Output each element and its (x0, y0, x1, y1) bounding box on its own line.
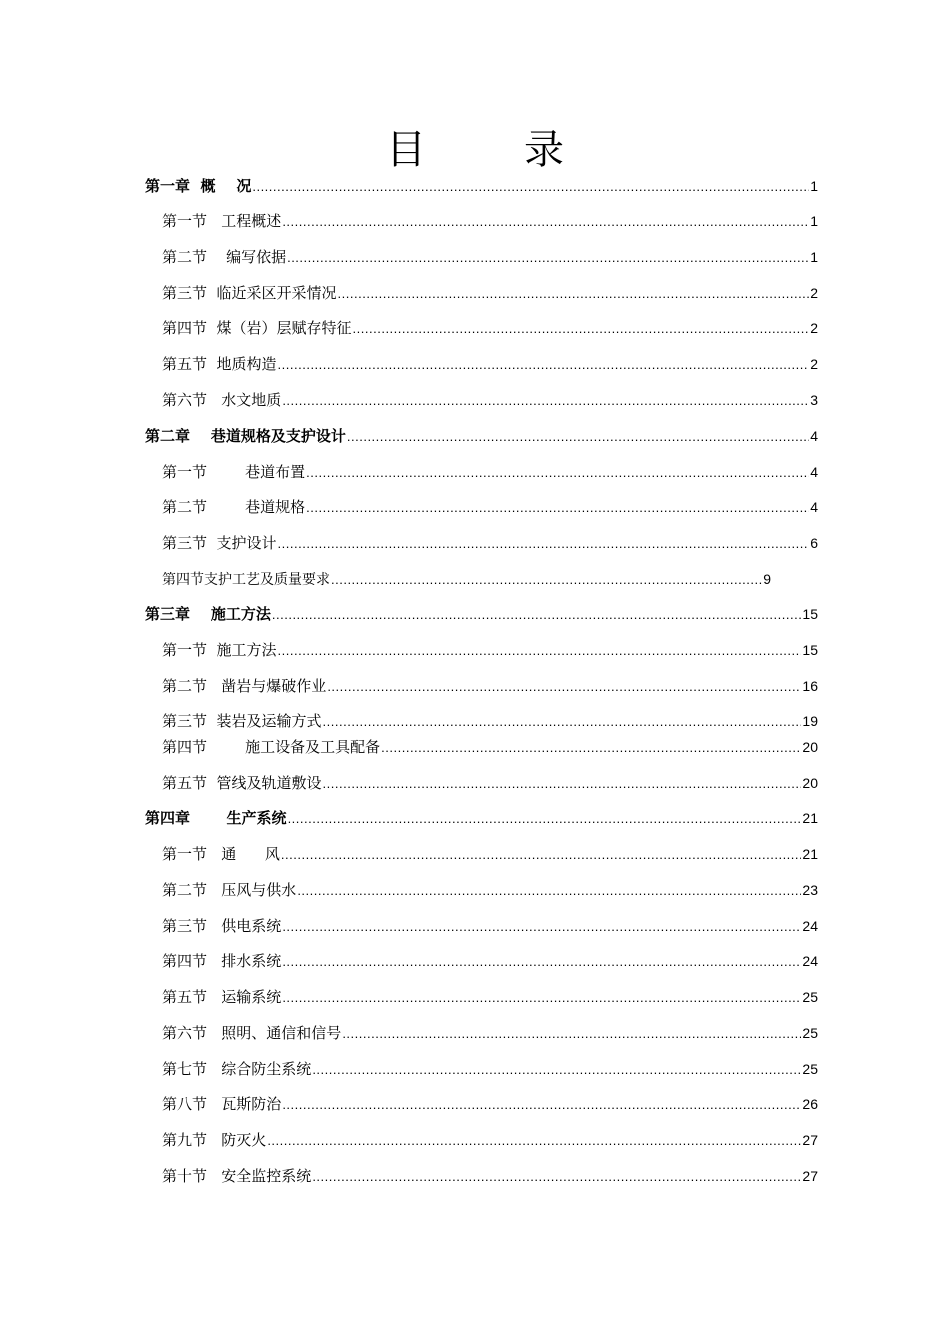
toc-page-number: 26 (802, 1096, 818, 1112)
toc-dot-leader (267, 1131, 801, 1151)
toc-entry-label: 第四章 生产系统 (145, 809, 287, 827)
toc-entry-label: 第一节 施工方法 (162, 641, 277, 659)
toc-section-entry[interactable] (162, 533, 818, 554)
toc-dot-leader (281, 845, 802, 865)
toc-entry-label: 第五节 地质构造 (162, 355, 277, 373)
toc-entry-label: 第四节 排水系统 (162, 952, 282, 970)
toc-dot-leader (347, 427, 809, 447)
toc-dot-leader (282, 952, 801, 972)
toc-section-entry[interactable] (162, 1059, 818, 1080)
toc-section-entry[interactable] (162, 737, 818, 758)
toc-page-number: 4 (810, 428, 818, 444)
toc-page-number: 15 (802, 606, 818, 622)
toc-title-left: 目 (386, 127, 426, 173)
toc-dot-leader (338, 284, 810, 304)
toc-dot-leader (282, 212, 809, 232)
toc-dot-leader (288, 809, 802, 829)
toc-page-number: 24 (802, 918, 818, 934)
toc-section-entry[interactable] (162, 390, 818, 411)
toc-page-number: 9 (763, 571, 771, 587)
toc-entry-label: 第七节 综合防尘系统 (162, 1060, 312, 1078)
toc-chapter-entry[interactable] (145, 604, 818, 625)
toc-dot-leader (282, 1095, 801, 1115)
toc-dot-leader (323, 712, 802, 732)
toc-page-number: 23 (802, 882, 818, 898)
toc-dot-leader (323, 774, 802, 794)
toc-entry-label: 第一节 工程概述 (162, 212, 282, 230)
toc-entry-label: 第一节 通 风 (162, 845, 280, 863)
toc-dot-leader (331, 570, 762, 590)
toc-dot-leader (312, 1060, 801, 1080)
toc-entry-label: 第一节 巷道布置 (162, 463, 306, 481)
toc-section-entry[interactable] (162, 1130, 818, 1151)
toc-dot-leader (342, 1024, 801, 1044)
toc-dot-leader (297, 881, 801, 901)
toc-section-entry[interactable] (162, 211, 818, 232)
toc-page-number: 1 (810, 178, 818, 194)
toc-page-number: 25 (802, 989, 818, 1005)
toc-entry-label: 第九节 防灭火 (162, 1131, 267, 1149)
toc-section-entry[interactable] (162, 640, 818, 661)
toc-entry-label: 第一章 概 况 (145, 177, 252, 195)
toc-entry-label: 第三节 临近采区开采情况 (162, 284, 337, 302)
toc-dot-leader (278, 641, 802, 661)
toc-section-entry[interactable] (162, 569, 771, 590)
toc-entry-label: 第六节 水文地质 (162, 391, 282, 409)
toc-section-entry[interactable] (162, 987, 818, 1008)
toc-entry-label: 第三节 支护设计 (162, 534, 277, 552)
toc-dot-leader (252, 177, 809, 197)
toc-dot-leader (353, 319, 810, 339)
toc-entry-label: 第四节 煤（岩）层赋存特征 (162, 319, 352, 337)
toc-page-number: 2 (810, 320, 818, 336)
toc-entry-label: 第四节支护工艺及质量要求 (162, 572, 330, 588)
toc-section-entry[interactable] (162, 247, 818, 268)
toc-page-number: 20 (802, 775, 818, 791)
toc-chapter-entry[interactable] (145, 808, 818, 829)
toc-entry-label: 第八节 瓦斯防治 (162, 1095, 282, 1113)
toc-entry-label: 第六节 照明、通信和信号 (162, 1024, 342, 1042)
toc-dot-leader (282, 391, 809, 411)
toc-section-entry[interactable] (162, 1023, 818, 1044)
toc-page-number: 21 (802, 846, 818, 862)
toc-dot-leader (306, 463, 809, 483)
toc-dot-leader (278, 534, 810, 554)
toc-section-entry[interactable] (162, 844, 818, 865)
toc-page-number: 25 (802, 1025, 818, 1041)
toc-entry-label: 第二节 凿岩与爆破作业 (162, 677, 327, 695)
toc-page-number: 25 (802, 1061, 818, 1077)
toc-dot-leader (287, 248, 809, 268)
toc-entry-label: 第二节 巷道规格 (162, 498, 306, 516)
toc-page-number: 15 (802, 642, 818, 658)
toc-page-number: 2 (810, 285, 818, 301)
toc-section-entry[interactable] (162, 318, 818, 339)
toc-page-number: 24 (802, 953, 818, 969)
toc-section-entry[interactable] (162, 773, 818, 794)
toc-section-entry[interactable] (162, 916, 818, 937)
toc-section-entry[interactable] (162, 951, 818, 972)
toc-section-entry[interactable] (162, 880, 818, 901)
toc-entry-label: 第五节 管线及轨道敷设 (162, 774, 322, 792)
toc-chapter-entry[interactable] (145, 426, 818, 447)
toc-dot-leader (278, 355, 810, 375)
toc-page-number: 4 (810, 464, 818, 480)
toc-section-entry[interactable] (162, 1094, 818, 1115)
toc-entry-label: 第二节 编写依据 (162, 248, 287, 266)
toc-section-entry[interactable] (162, 676, 818, 697)
toc-page-number: 16 (802, 678, 818, 694)
toc-page-number: 20 (802, 739, 818, 755)
toc-dot-leader (306, 498, 809, 518)
toc-entry-label: 第五节 运输系统 (162, 988, 282, 1006)
toc-entry-label: 第二节 压风与供水 (162, 881, 297, 899)
toc-dot-leader (312, 1167, 801, 1187)
toc-page-number: 4 (810, 499, 818, 515)
toc-page-number: 2 (810, 356, 818, 372)
toc-section-entry[interactable] (162, 1166, 818, 1187)
toc-section-entry[interactable] (162, 283, 818, 304)
toc-section-entry[interactable] (162, 462, 818, 483)
toc-page-number: 19 (802, 713, 818, 729)
toc-chapter-entry[interactable] (145, 176, 818, 197)
toc-section-entry[interactable] (162, 497, 818, 518)
toc-section-entry[interactable] (162, 711, 818, 732)
toc-dot-leader (381, 738, 801, 758)
toc-entry-label: 第三节 装岩及运输方式 (162, 712, 322, 730)
toc-page-number: 1 (810, 249, 818, 265)
toc-title (0, 124, 950, 176)
toc-dot-leader (282, 988, 801, 1008)
toc-dot-leader (327, 677, 801, 697)
toc-title-right: 录 (524, 127, 564, 173)
toc-page-number: 1 (810, 213, 818, 229)
toc-page-number: 21 (802, 810, 818, 826)
toc-entry-label: 第四节 施工设备及工具配备 (162, 738, 381, 756)
toc-entry-label: 第二章 巷道规格及支护设计 (145, 427, 346, 445)
toc-page-number: 27 (802, 1132, 818, 1148)
toc-dot-leader (282, 917, 801, 937)
toc-section-entry[interactable] (162, 354, 818, 375)
toc-entry-label: 第三节 供电系统 (162, 917, 282, 935)
toc-dot-leader (272, 605, 802, 625)
toc-entry-label: 第十节 安全监控系统 (162, 1167, 312, 1185)
toc-entry-label: 第三章 施工方法 (145, 605, 271, 623)
toc-page-number: 6 (810, 535, 818, 551)
toc-page-number: 3 (810, 392, 818, 408)
toc-page-number: 27 (802, 1168, 818, 1184)
